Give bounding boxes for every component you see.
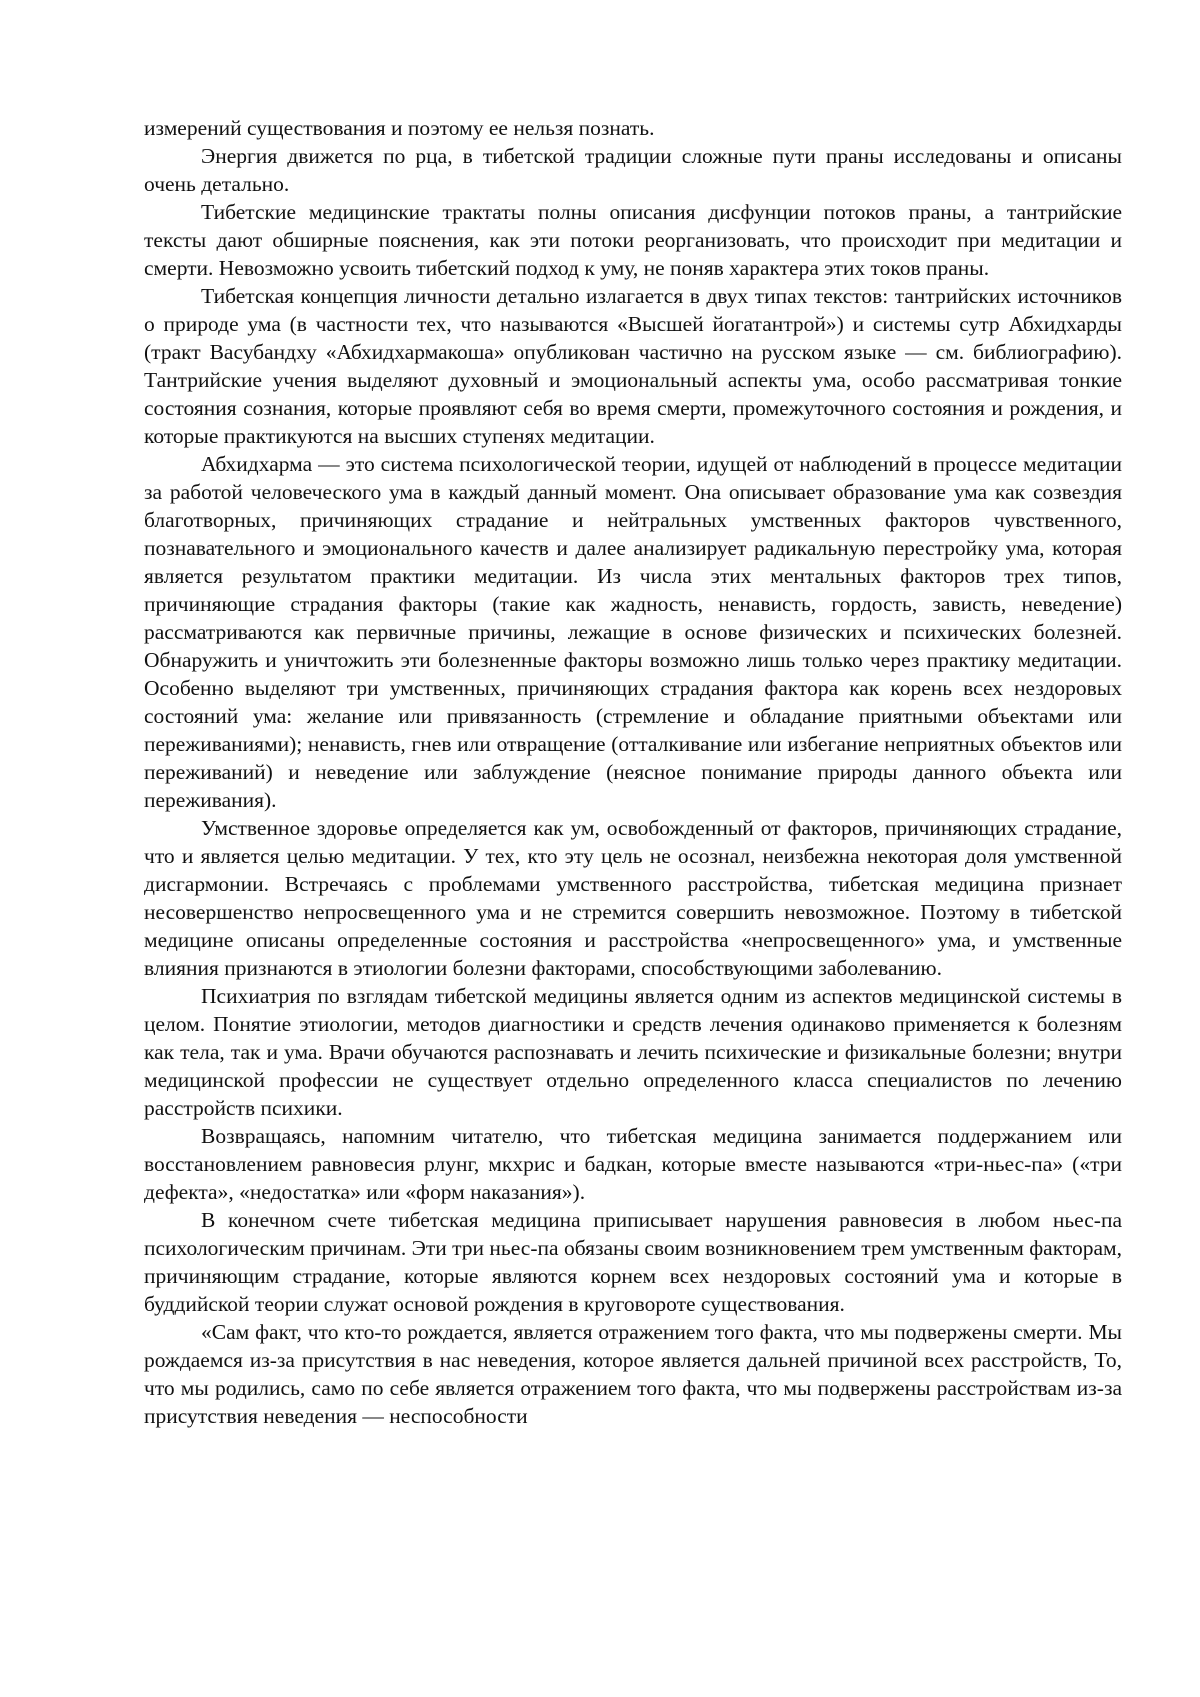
paragraph: Тибетские медицинские трактаты полны описания дисфунции потоков праны, а тантрийские тексты дают обширные пояснения, как эти потоки реорганизовать, что происходит при медитации и смерти. Невозможно усвоить тибетский подход к уму, не поняв характера этих токов праны. (144, 200, 1122, 280)
paragraph: Умственное здоровье определяется как ум, освобожденный от факторов, причиняющих страдание, что и является целью медитации. У тех, кто эту цель не осознал, неизбежна некоторая доля умственной дисгармонии. Встречаясь с проблемами умственного расстройства, тибетская медицина признает несовершенство непросвещенного ума и не стремится совершить невозможное. Поэтому в тибетской медицине описаны определенные состояния и расстройства «непросвещенного» ума, и умственные влияния признаются в этиологии болезни факторами, способствующими заболеванию. (144, 816, 1122, 980)
paragraph: Возвращаясь, напомним читателю, что тибетская медицина занимается поддержанием или восстановлением равновесия рлунг, мкхрис и бадкан, которые вместе называются «три-ньес-па» («три дефекта», «недостатка» или «форм наказания»). (144, 1124, 1122, 1204)
paragraph: В конечном счете тибетская медицина приписывает нарушения равновесия в любом ньес-па психологическим причинам. Эти три ньес-па обязаны своим возникновением трем умственным факторам, причиняющим страдание, которые являются корнем всех нездоровых состояний ума и которые в буддийской теории служат основой рождения в круговороте существования. (144, 1208, 1122, 1316)
paragraph: Психиатрия по взглядам тибетской медицины является одним из аспектов медицинской системы в целом. Понятие этиологии, методов диагностики и средств лечения одинаково применяется к болезням как тела, так и ума. Врачи обучаются распознавать и лечить психические и физикальные болезни; внутри медицинской профессии не существует отдельно определенного класса специалистов по лечению расстройств психики. (144, 984, 1122, 1120)
document-page (144, 114, 1122, 1430)
paragraph: «Сам факт, что кто-то рождается, является отражением того факта, что мы подвержены смерти. Мы рождаемся из-за присутствия в нас неведения, которое является дальней причиной всех расстройств, То, что мы родились, само по себе является отражением того факта, что мы подвержены расстройствам из-за присутствия неведения — неспособности (144, 1320, 1122, 1428)
paragraph-continuation: измерений существования и поэтому ее нельзя познать. (144, 116, 655, 140)
paragraph: Абхидхарма — это система психологической теории, идущей от наблюдений в процессе медитации за работой человеческого ума в каждый данный момент. Она описывает образование ума как созвездия благотворных, причиняющих страдание и нейтральных умственных факторов чувственного, познавательного и эмоционального качеств и далее анализирует радикальную перестройку ума, которая является результатом практики медитации. Из числа этих ментальных факторов трех типов, причиняющие страдания факторы (такие как жадность, ненависть, гордость, зависть, неведение) рассматриваются как первичные причины, лежащие в основе физических и психических болезней. Обнаружить и уничтожить эти болезненные факторы возможно лишь только через практику медитации. Особенно выделяют три умственных, причиняющих страдания фактора как корень всех нездоровых состояний ума: желание или привязанность (стремление и обладание приятными объектами или переживаниями); ненависть, гнев или отвращение (отталкивание или избегание неприятных объектов или переживаний) и неведение или заблуждение (неясное понимание природы данного объекта или переживания). (144, 452, 1122, 812)
paragraph: Энергия движется по рца, в тибетской традиции сложные пути праны исследованы и описаны очень детально. (144, 144, 1122, 196)
paragraph: Тибетская концепция личности детально излагается в двух типах текстов: тантрийских источников о природе ума (в частности тех, что называются «Высшей йогатантрой») и системы сутр Абхидхарды (тракт Васубандху «Абхидхармакоша» опубликован частично на русском языке — см. библиографию). Тантрийские учения выделяют духовный и эмоциональный аспекты ума, особо рассматривая тонкие состояния сознания, которые проявляют себя во время смерти, промежуточного состояния и рождения, и которые практикуются на высших ступенях медитации. (144, 284, 1122, 448)
